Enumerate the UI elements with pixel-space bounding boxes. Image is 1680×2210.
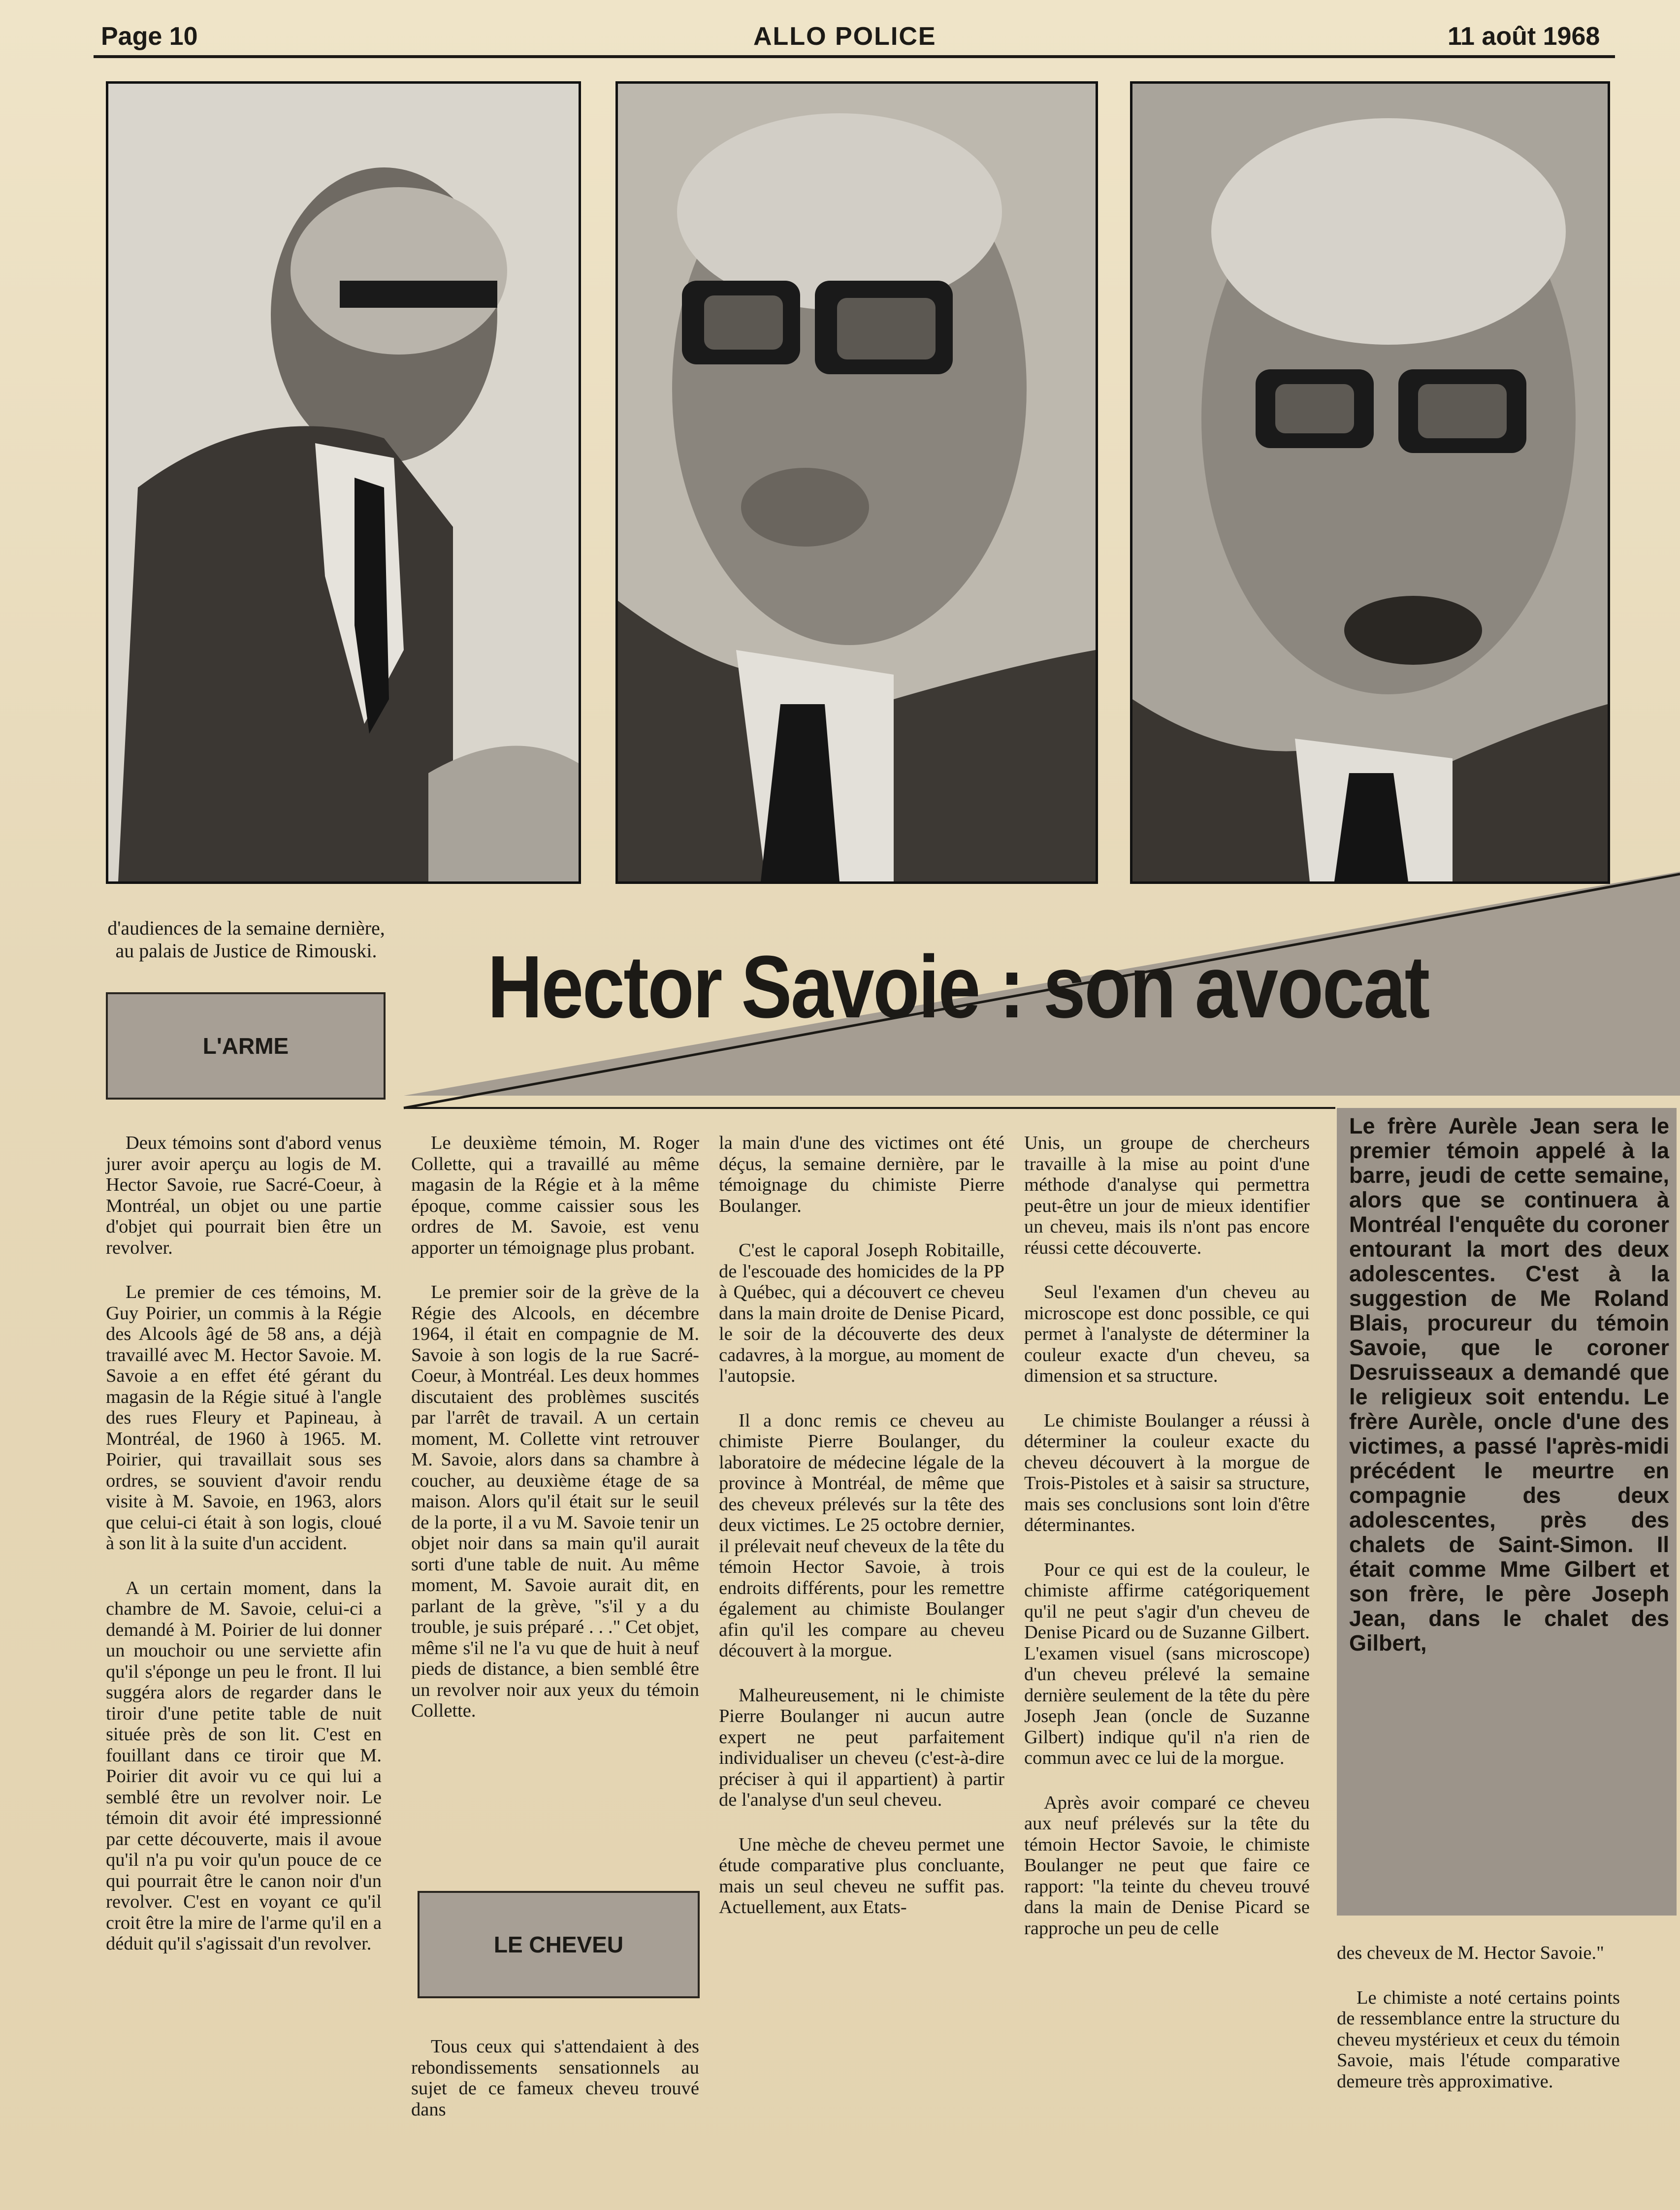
article-column-1 <box>106 1133 382 1978</box>
article-column-3 <box>719 1133 1004 1942</box>
paragraph: Malheureusement, ni le chimiste Pierre Boulanger ni aucun autre expert ne peut parfaitement individualiser un cheveu (c'est-à-dire préciser à qui il appartient) à partir de l'analyse d'un seul cheveu. <box>719 1685 1004 1810</box>
publication-name: ALLO POLICE <box>753 22 937 51</box>
paragraph: Seul l'examen d'un cheveu au microscope est donc possible, ce qui permet à l'analyste de déterminer la couleur exacte d'un cheveu, sa dimension et sa structure. <box>1024 1282 1310 1386</box>
paragraph: la main d'une des victimes ont été déçus, la semaine dernière, par le témoignage du chimiste Pierre Boulanger. <box>719 1133 1004 1216</box>
paragraph: C'est le caporal Joseph Robitaille, de l'escouade des homicides de la PP à Québec, qui a découvert ce cheveu dans la main droite de Denise Picard, le soir de la découverte des deux cadavres, à la morgue, au moment de l'autopsie. <box>719 1240 1004 1386</box>
paragraph: Il a donc remis ce cheveu au chimiste Pierre Boulanger, du laboratoire de médecine légale de la province à Montréal, de même que des cheveux prélevés sur la tête des deux victimes. Le 25 octobre dernier, il prélevait neuf cheveux de la tête du témoin Hector Savoie, à trois endroits différents, pour les remettre également au chimiste Boulanger afin qu'il les compare au cheveu découvert à la morgue. <box>719 1410 1004 1661</box>
headline: Hector Savoie : son avocat <box>487 938 1429 1037</box>
paragraph: Unis, un groupe de chercheurs travaille à la mise au point d'une méthode d'analyse qui permettra peut-être un jour de mieux identifier un cheveu, mais ils n'ont pas encore réussi cette découverte. <box>1024 1133 1310 1258</box>
paragraph: des cheveux de M. Hector Savoie." <box>1337 1943 1604 1963</box>
article-column-2a <box>411 1133 699 1745</box>
paragraph: Le chimiste Boulanger a réussi à déterminer la couleur exacte du cheveu découvert à la morgue de Trois-Pistoles et à saisir sa structure, mais ses conclusions sont loin d'être déterminantes. <box>1024 1410 1310 1535</box>
page-number: Page 10 <box>101 22 198 51</box>
paragraph: A un certain moment, dans la chambre de M. Savoie, celui-ci a demandé à M. Poirier de lui donner un mouchoir ou une serviette afin qu'il s'éponge un peu le front. Il lui suggéra alors de regarder dans le tiroir d'une petite table de nuit située près de son lit. C'est en fouillant dans ce tiroir que M. Poirier dit avoir vu ce qui lui a semblé être un revolver noir. Le témoin dit avoir été impressionné par cette découverte, mais il avoue qu'il n'a pu voir qu'un pouce de ce qui pourrait être le canon noir d'un revolver. C'est en voyant ce qu'il croit être la mire de l'arme qu'il en a déduit qu'il s'agissait d'un revolver. <box>106 1577 382 1954</box>
article-column-4 <box>1024 1133 1310 1962</box>
paragraph: Tous ceux qui s'attendaient à des rebondissements sensationnels au sujet de ce fameux cheveu trouvé dans <box>411 2036 699 2120</box>
paragraph: Le chimiste a noté certains points de ressemblance entre la structure du cheveu mystérieux et ceux du témoin Savoie, mais l'étude comparative demeure très approximative. <box>1337 1987 1620 2092</box>
paragraph: Après avoir comparé ce cheveu aux neuf prélevés sur la tête du témoin Hector Savoie, le chimiste Boulanger ne peut que faire ce rapport: "la teinte du cheveu trouvé dans la main de Denise Picard se rapproche un peu de celle <box>1024 1792 1310 1939</box>
issue-date: 11 août 1968 <box>1448 22 1600 51</box>
paragraph: Le premier de ces témoins, M. Guy Poirier, un commis à la Régie des Alcools âgé de 58 ans, a déjà travaillé avec M. Hector Savoie. M. Savoie a en effet été gérant du magasin de la Régie situé à l'angle des rues Fleury et Papineau, à Montréal, de 1960 à 1965. M. Poirier, qui travaillait sous ses ordres, se souvient d'avoir rendu visite à M. Savoie, en 1963, alors que celui-ci était à son logis, cloué à son lit à la suite d'un accident. <box>106 1282 382 1554</box>
section-box-cheveu: LE CHEVEU <box>418 1891 700 1998</box>
paragraph: Deux témoins sont d'abord venus jurer avoir aperçu au logis de M. Hector Savoie, rue Sacré-Coeur, à Montréal, un objet ou une partie d'objet qui pourrait bien être un revolver. <box>106 1133 382 1258</box>
sidebar-text: Le frère Aurèle Jean sera le premier témoin appelé à la barre, jeudi de cette semaine, alors que se continuera à Montréal l'enquête du coroner entourant la mort des deux adolescentes. C'est à la suggestion de Me Roland Blais, procureur du témoin Savoie, que le coroner Desruisseaux a demandé que le religieux soit entendu. Le frère Aurèle, oncle d'une des victimes, a passé l'après-midi précédent le meurtre en compagnie des deux adolescentes, près des chalets de Saint-Simon. Il était comme Mme Gilbert et son frère, le père Joseph Jean, dans le chalet des Gilbert, <box>1349 1113 1669 1656</box>
section-box-arme: L'ARME <box>106 992 386 1100</box>
paragraph: Pour ce qui est de la couleur, le chimiste affirme catégoriquement qu'il ne peut s'agir d'un cheveu de Denise Picard ou de Suzanne Gilbert. L'examen visuel (sans microscope) d'un cheveu prélevé la semaine dernière seulement de la tête du père Joseph Jean (oncle de Suzanne Gilbert) indique qu'il n'a rien de commun avec ce lui de la morgue. <box>1024 1559 1310 1768</box>
photo-caption: d'audiences de la semaine dernière, au palais de Justice de Rimouski. <box>107 917 385 962</box>
article-column-2b <box>411 2036 699 2144</box>
paragraph: Le premier soir de la grève de la Régie des Alcools, en décembre 1964, il était en compagnie de M. Savoie à son logis de la rue Sacré-Coeur, à Montréal. Les deux hommes discutaient des problèmes suscités par l'arrêt de travail. A un certain moment, M. Collette vint retrouver M. Savoie, alors dans sa chambre à coucher, au deuxième étage de sa maison. Alors qu'il était sur le seuil de la porte, il a vu M. Savoie tenir un objet noir dans sa main qu'il aurait sorti d'une table de nuit. Au même moment, M. Savoie aurait dit, en parlant de la grève, "s'il y a du trouble, je suis préparé . . ." Cet objet, même s'il ne l'a vu que de huit à neuf pieds de distance, a bien semblé être un revolver noir aux yeux du témoin Collette. <box>411 1282 699 1721</box>
article-column-5 <box>1337 1943 1620 2115</box>
paragraph: Le deuxième témoin, M. Roger Collette, qui a travaillé au même magasin de la Régie et à la même époque, comme caissier sous les ordres de M. Savoie, est venu apporter un témoignage plus probant. <box>411 1133 699 1258</box>
paragraph: Une mèche de cheveu permet une étude comparative plus concluante, mais un seul cheveu ne suffit pas. Actuellement, aux Etats- <box>719 1834 1004 1918</box>
